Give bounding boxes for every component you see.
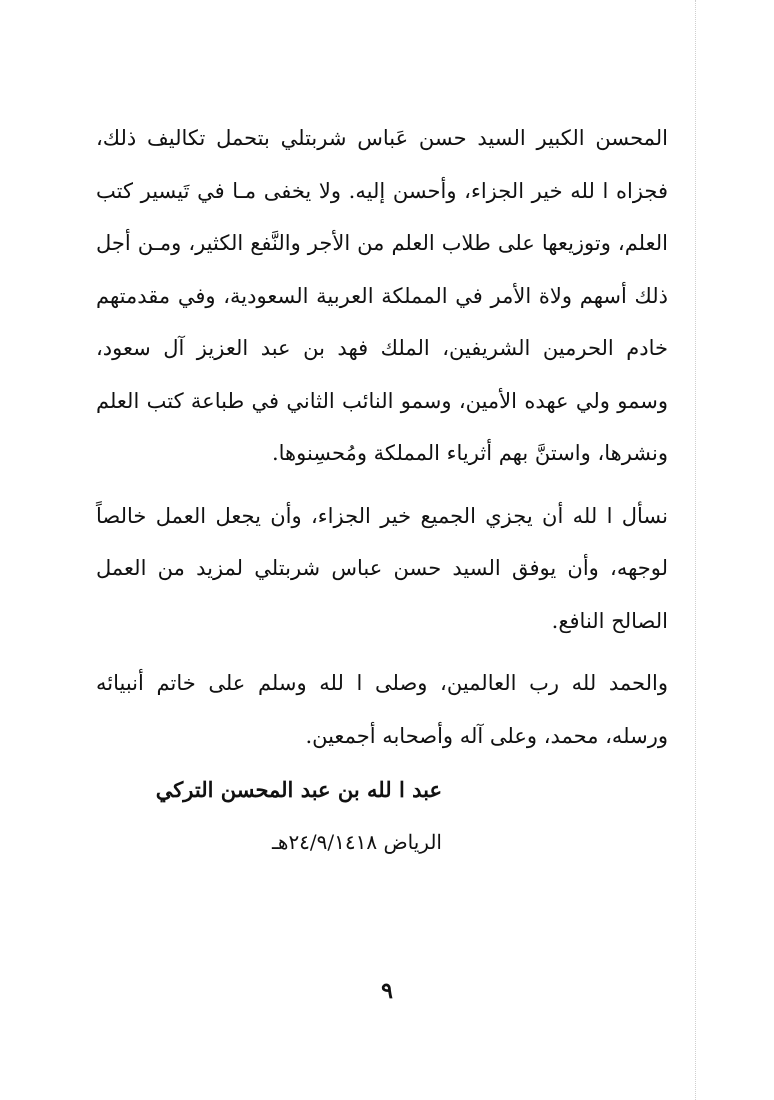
paragraph-2: نسأل ا لله أن يجزي الجميع خير الجزاء، وأن يجعل العمل خالصاً لوجهه، وأن يوفق السيد حسن عباس شربتلي لمزيد من العمل الصالح النافع. xyxy=(96,503,668,633)
signature-name: عبد ا لله بن عبد المحسن التركي xyxy=(155,777,442,802)
body-text xyxy=(96,112,668,762)
paragraph-3: والحمد لله رب العالمين، وصلى ا لله وسلم على خاتم أنبيائه ورسله، محمد، وعلى آله وأصحابه أجمعين. xyxy=(96,671,668,748)
signature-block xyxy=(82,768,442,864)
margin-rule xyxy=(695,0,696,1100)
signature-place-date: الرياض ٢٤/٩/١٤١٨هـ xyxy=(272,830,442,854)
page-number: ٩ xyxy=(381,978,393,1004)
paragraph-1: المحسن الكبير السيد حسن عَباس شربتلي بتحمل تكاليف ذلك، فجزاه ا لله خير الجزاء، وأحسن إليه. ولا يخفى مـا في تَيسير كتب العلم، وتوزيعها على طلاب العلم من الأجر والنَّفع الكثير، ومـن أجل ذلك أسهم ولاة الأمر في المملكة العربية السعودية، وفي مقدمتهم خادم الحرمين الشريفين، الملك فهد بن عبد العزيز آل سعود، وسمو ولي عهده الأمين، وسمو النائب الثاني في طباعة كتب العلم ونشرها، واستنَّ بهم أثرياء المملكة ومُحسِنوها. xyxy=(96,126,668,465)
